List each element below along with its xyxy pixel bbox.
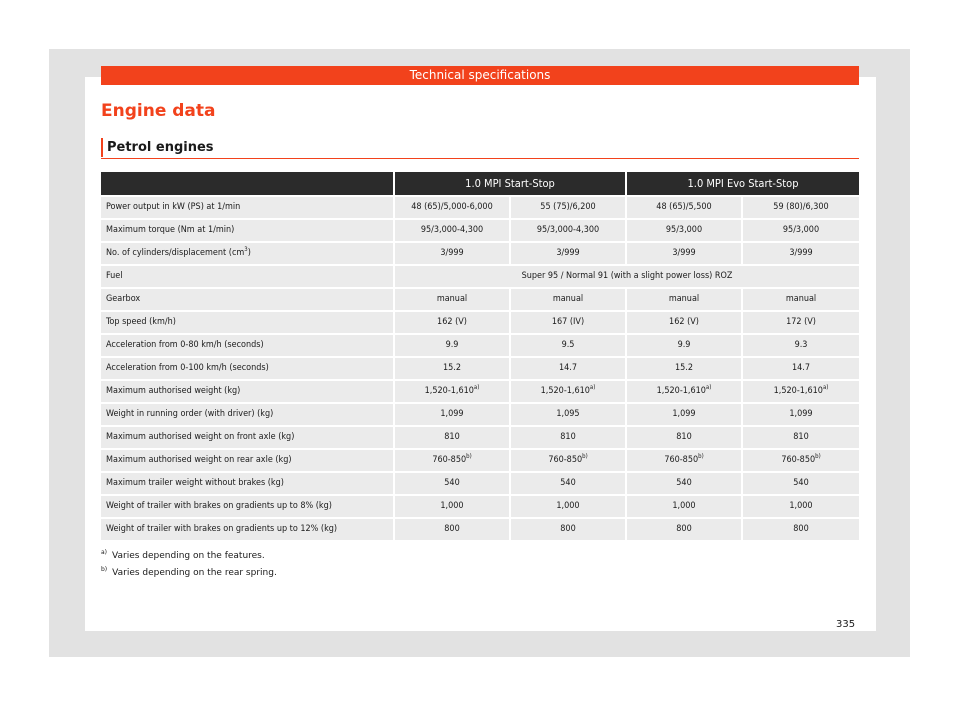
spec-value-text: 800: [444, 524, 460, 534]
spec-table-body: [101, 197, 859, 540]
value-footnote-mark: a): [705, 384, 712, 391]
spec-value: [511, 404, 627, 425]
spec-label: [101, 473, 395, 494]
spec-label: [101, 496, 395, 517]
table-row: [101, 220, 859, 241]
spec-value: [627, 358, 743, 379]
spec-value: [395, 197, 511, 218]
table-row: [101, 450, 859, 471]
spec-value: [627, 450, 743, 471]
spec-value-text: 3/999: [672, 248, 696, 258]
spec-value-text: 810: [444, 432, 460, 442]
spec-value: [511, 312, 627, 333]
footnote-text: Varies depending on the rear spring.: [112, 568, 277, 578]
spec-label: [101, 519, 395, 540]
spec-value: [395, 427, 511, 448]
spec-value-text: 14.7: [558, 363, 578, 373]
spec-label-text: Fuel: [106, 271, 123, 281]
spec-value: [627, 427, 743, 448]
spec-value: [743, 404, 859, 425]
value-footnote-mark: a): [822, 384, 829, 391]
table-row: [101, 312, 859, 333]
subsection-accent-bar: [101, 138, 103, 157]
spec-value-text: 1,095: [556, 409, 580, 419]
table-row: [101, 289, 859, 310]
spec-value-text: 14.7: [791, 363, 811, 373]
table-row: [101, 266, 859, 287]
spec-value: [627, 312, 743, 333]
spec-label-text: Maximum authorised weight (kg): [106, 386, 241, 396]
spec-value-text: 1,520-1,610: [424, 386, 474, 396]
spec-value: [627, 220, 743, 241]
spec-value: [743, 473, 859, 494]
spec-label: [101, 335, 395, 356]
spec-value-text: 48 (65)/5,000-6,000: [411, 202, 493, 212]
table-row: [101, 427, 859, 448]
spec-label: [101, 358, 395, 379]
spec-value-text: 95/3,000-4,300: [536, 225, 600, 235]
spec-value-text: 9.9: [445, 340, 459, 350]
spec-value: [743, 289, 859, 310]
table-row: [101, 358, 859, 379]
label-superscript: 3: [244, 246, 248, 253]
spec-label-text: Gearbox: [106, 294, 141, 304]
subsection-title: Petrol engines: [107, 140, 214, 155]
spec-value-text: 1,099: [789, 409, 813, 419]
spec-value: [395, 496, 511, 517]
spec-value: [627, 404, 743, 425]
spec-value: [511, 358, 627, 379]
spec-value-text: 540: [560, 478, 576, 488]
spec-value: [627, 243, 743, 264]
spec-value-text: 540: [793, 478, 809, 488]
spec-value: [743, 358, 859, 379]
spec-value: [743, 427, 859, 448]
table-row: [101, 473, 859, 494]
footnotes: [101, 548, 277, 582]
spec-label-text: Acceleration from 0-100 km/h (seconds): [106, 363, 269, 373]
spec-value: [743, 450, 859, 471]
spec-value: [627, 335, 743, 356]
table-row: [101, 243, 859, 264]
spec-value-text: 95/3,000-4,300: [420, 225, 484, 235]
spec-value-text: 1,099: [440, 409, 464, 419]
spec-value-text: manual: [785, 294, 817, 304]
spec-value: [511, 381, 627, 402]
spec-label: [101, 427, 395, 448]
spec-value-text: 810: [560, 432, 576, 442]
spec-value-text: 3/999: [556, 248, 580, 258]
spec-value: [743, 243, 859, 264]
value-footnote-mark: b): [582, 453, 588, 460]
spec-value-text: 48 (65)/5,500: [656, 202, 712, 212]
engine-spec-table: [101, 170, 859, 542]
spec-label-text: Maximum trailer weight without brakes (kg): [106, 478, 284, 488]
spec-value: [743, 220, 859, 241]
spec-label: [101, 243, 395, 264]
spec-value-text: 95/3,000: [782, 225, 820, 235]
spec-label-text: Power output in kW (PS) at 1/min: [106, 202, 241, 212]
chapter-header: Technical specifications: [101, 66, 859, 85]
spec-value: [627, 381, 743, 402]
spec-value: [627, 289, 743, 310]
spec-label-text: Weight of trailer with brakes on gradients up to 12% (kg): [106, 524, 338, 534]
footnote-text: Varies depending on the features.: [112, 551, 265, 561]
spec-value: [511, 519, 627, 540]
spec-label: [101, 220, 395, 241]
spec-value-text: 172 (V): [786, 317, 816, 327]
spec-label-text: Maximum authorised weight on front axle (kg): [106, 432, 295, 442]
spec-label-text: Top speed (km/h): [106, 317, 176, 327]
table-row: [101, 381, 859, 402]
subsection-heading: [101, 138, 859, 159]
spec-value-text: 760-850: [664, 455, 699, 465]
spec-value: [395, 404, 511, 425]
label-suffix: ): [247, 248, 251, 258]
spec-value: [743, 197, 859, 218]
spec-label: [101, 450, 395, 471]
spec-value-text: 540: [676, 478, 692, 488]
spec-value: [395, 519, 511, 540]
table-row: [101, 519, 859, 540]
spec-value: [395, 312, 511, 333]
spec-value-text: 162 (V): [437, 317, 467, 327]
spec-value-text: 9.3: [794, 340, 808, 350]
spec-value: [743, 312, 859, 333]
value-footnote-mark: a): [473, 384, 480, 391]
spec-value-text: manual: [552, 294, 584, 304]
spec-label: [101, 197, 395, 218]
spec-value: [395, 289, 511, 310]
value-footnote-mark: a): [589, 384, 596, 391]
page-number: 335: [836, 619, 856, 630]
engine-header-mpi: 1.0 MPI Start-Stop: [395, 172, 627, 195]
spec-value-text: 1,520-1,610: [540, 386, 590, 396]
spec-value-text: 167 (IV): [551, 317, 585, 327]
spec-value-text: 162 (V): [669, 317, 699, 327]
footnote-b: [101, 565, 277, 582]
spec-value-text: 9.9: [677, 340, 691, 350]
spec-value-text: manual: [436, 294, 468, 304]
spec-value-text: 9.5: [561, 340, 575, 350]
spec-value: [395, 335, 511, 356]
spec-value-text: 1,000: [556, 501, 580, 511]
spec-value: [627, 519, 743, 540]
spec-label: [101, 404, 395, 425]
spec-value-span: Super 95 / Normal 91 (with a slight power loss) ROZ: [395, 266, 859, 287]
header-blank-cell: [101, 172, 395, 195]
spec-label: [101, 266, 395, 287]
spec-value-text: 3/999: [789, 248, 813, 258]
spec-value: [511, 450, 627, 471]
spec-value: [627, 473, 743, 494]
section-title: Engine data: [101, 101, 216, 121]
spec-value: [743, 335, 859, 356]
spec-label-text: Weight in running order (with driver) (kg): [106, 409, 274, 419]
spec-value-text: 1,520-1,610: [773, 386, 823, 396]
spec-label: [101, 381, 395, 402]
spec-value: [511, 243, 627, 264]
spec-value: [395, 220, 511, 241]
spec-value: [395, 450, 511, 471]
spec-value-text: 810: [676, 432, 692, 442]
spec-value-text: manual: [668, 294, 700, 304]
footnote-a: [101, 548, 277, 565]
spec-value: [627, 496, 743, 517]
spec-value-text: 800: [560, 524, 576, 534]
spec-value: [395, 473, 511, 494]
spec-label-text: Maximum torque (Nm at 1/min): [106, 225, 235, 235]
spec-value-text: 55 (75)/6,200: [540, 202, 596, 212]
spec-value-text: 760-850: [781, 455, 816, 465]
spec-label-text: Weight of trailer with brakes on gradients up to 8% (kg): [106, 501, 332, 511]
spec-label-text: Maximum authorised weight on rear axle (kg): [106, 455, 292, 465]
footnote-mark: b): [101, 566, 108, 573]
spec-value-text: 800: [676, 524, 692, 534]
spec-value-text: 1,000: [440, 501, 464, 511]
spec-value-text: 1,520-1,610: [656, 386, 706, 396]
table-header-row: [101, 172, 859, 195]
spec-value-text: 3/999: [440, 248, 464, 258]
spec-value: [511, 427, 627, 448]
spec-value-text: 800: [793, 524, 809, 534]
spec-value-text: 1,000: [672, 501, 696, 511]
spec-value-text: 15.2: [442, 363, 462, 373]
spec-value: [511, 335, 627, 356]
spec-label: [101, 312, 395, 333]
value-footnote-mark: b): [698, 453, 704, 460]
spec-value: [511, 289, 627, 310]
spec-value: [395, 358, 511, 379]
spec-value: [511, 496, 627, 517]
spec-value-text: 540: [444, 478, 460, 488]
spec-value: [511, 473, 627, 494]
spec-value-text: 1,099: [672, 409, 696, 419]
spec-value: [627, 197, 743, 218]
spec-label-text: No. of cylinders/displacement (cm: [106, 248, 245, 258]
spec-value-text: 95/3,000: [665, 225, 703, 235]
table-row: [101, 197, 859, 218]
spec-value-text: 760-850: [432, 455, 467, 465]
spec-value-text: 15.2: [674, 363, 694, 373]
spec-value: [511, 220, 627, 241]
value-footnote-mark: b): [466, 453, 472, 460]
spec-value: [511, 197, 627, 218]
table-row: [101, 496, 859, 517]
spec-label-text: Acceleration from 0-80 km/h (seconds): [106, 340, 264, 350]
spec-value: [743, 496, 859, 517]
engine-header-mpi-evo: 1.0 MPI Evo Start-Stop: [627, 172, 859, 195]
table-row: [101, 335, 859, 356]
spec-value: [743, 519, 859, 540]
spec-value: [743, 381, 859, 402]
table-row: [101, 404, 859, 425]
spec-label: [101, 289, 395, 310]
value-footnote-mark: b): [815, 453, 821, 460]
spec-value-text: 810: [793, 432, 809, 442]
spec-value-text: 1,000: [789, 501, 813, 511]
spec-value: [395, 243, 511, 264]
spec-value: [395, 381, 511, 402]
spec-value-text: 760-850: [548, 455, 583, 465]
spec-value-text: 59 (80)/6,300: [773, 202, 829, 212]
footnote-mark: a): [101, 549, 108, 556]
